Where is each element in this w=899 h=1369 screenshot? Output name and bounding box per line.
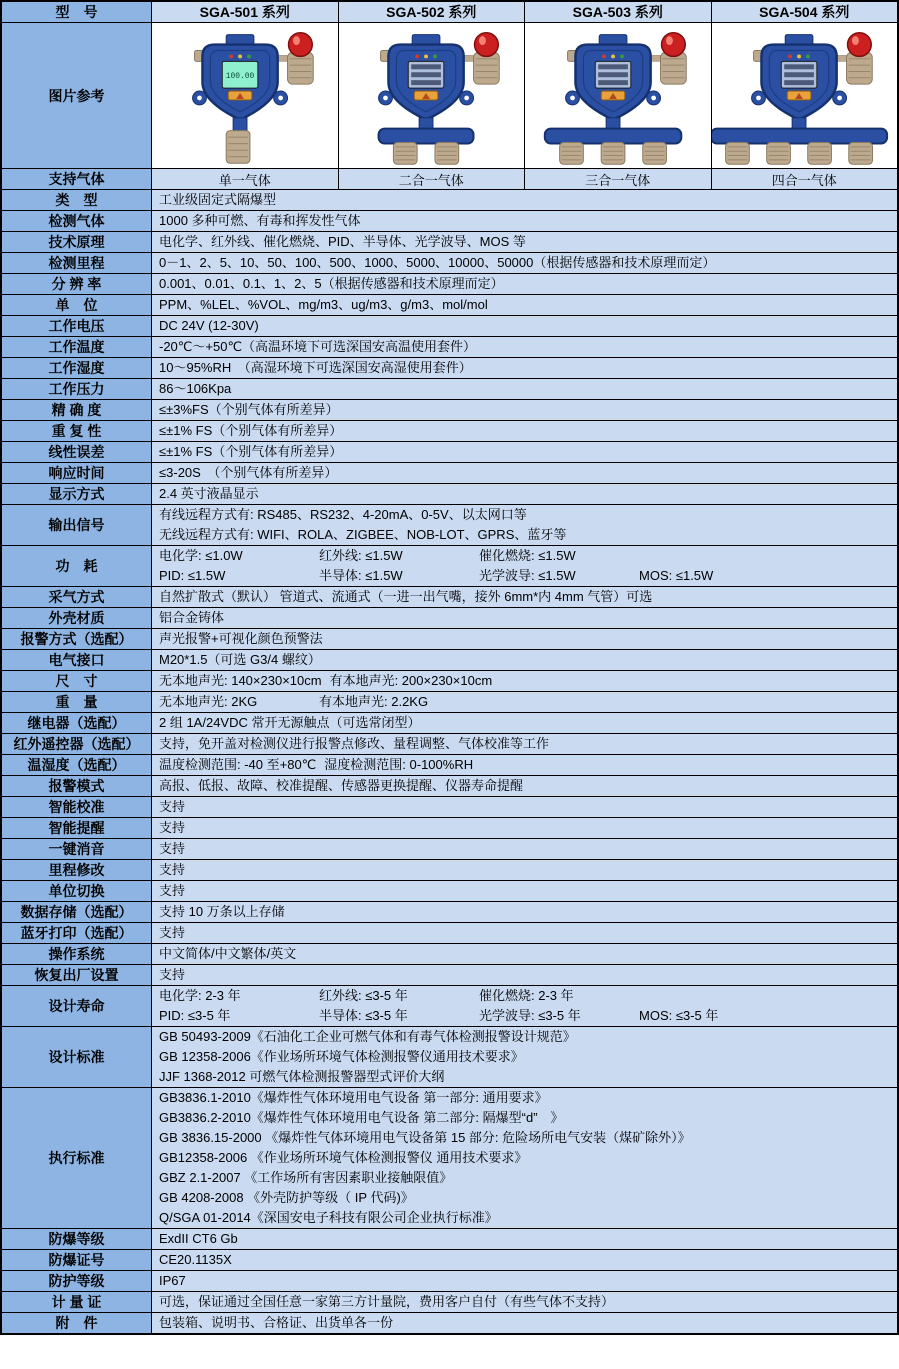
- value-segment: 有线远程方式有: RS485、RS232、4-20mA、0-5V、以太网口等: [159, 507, 527, 522]
- row-value: [152, 965, 897, 985]
- row-label: 采气方式: [2, 587, 152, 607]
- value-line: [159, 965, 897, 985]
- row-value: [152, 253, 897, 273]
- value-segment: GB 12358-2006《作业场所环境气体检测报警仪通用技术要求》: [159, 1049, 524, 1064]
- spec-row: [2, 881, 897, 902]
- spec-row: [2, 337, 897, 358]
- value-line: [159, 1271, 897, 1291]
- value-segment: ≤±3%FS（个别气体有所差异）: [159, 402, 339, 417]
- row-value: [152, 902, 897, 922]
- row-value: [152, 421, 897, 441]
- row-label: 显示方式: [2, 484, 152, 504]
- value-segment: 半导体: ≤3-5 年: [319, 1008, 408, 1023]
- value-segment: 包装箱、说明书、合格证、出货单各一份: [159, 1315, 394, 1330]
- value-segment: 支持: [159, 967, 186, 982]
- value-line: [159, 944, 897, 964]
- spec-row: [2, 671, 897, 692]
- spec-row: [2, 1271, 897, 1292]
- spec-row: [2, 1292, 897, 1313]
- value-line: [159, 1148, 897, 1168]
- row-label: 防护等级: [2, 1271, 152, 1291]
- value-segment: 中文简体/中文繁体/英文: [159, 946, 297, 961]
- row-value: [152, 587, 897, 607]
- row-label: 报警方式（选配）: [2, 629, 152, 649]
- spec-row: [2, 253, 897, 274]
- row-label: 附 件: [2, 1313, 152, 1333]
- row-label: 重 量: [2, 692, 152, 712]
- row-value: [152, 860, 897, 880]
- row-label: 继电器（选配）: [2, 713, 152, 733]
- value-line: [159, 818, 897, 838]
- value-segment: 催化燃烧: 2-3 年: [479, 988, 574, 1003]
- value-segment: 电化学、红外线、催化燃烧、PID、半导体、光学波导、MOS 等: [159, 234, 526, 249]
- value-segment: 有本地声光: 2.2KG: [319, 694, 429, 709]
- value-line: [159, 1027, 897, 1047]
- value-segment: 光学波导: ≤1.5W: [479, 568, 576, 583]
- row-label: 设计标准: [2, 1027, 152, 1087]
- row-value: [152, 776, 897, 796]
- value-line: [159, 566, 897, 586]
- value-line: [159, 734, 897, 754]
- spec-row: [2, 734, 897, 755]
- row-label: 红外遥控器（选配）: [2, 734, 152, 754]
- spec-row: [2, 587, 897, 608]
- row-value: [152, 1313, 897, 1333]
- value-line: [159, 755, 897, 775]
- value-segment: 半导体: ≤1.5W: [319, 568, 403, 583]
- gas-type: 四合一气体: [712, 169, 898, 189]
- spec-row: [2, 232, 897, 253]
- spec-row: [2, 965, 897, 986]
- value-line: [159, 1067, 897, 1087]
- spec-row: [2, 400, 897, 421]
- value-line: [159, 1292, 897, 1312]
- spec-row: [2, 505, 897, 546]
- row-label: 电气接口: [2, 650, 152, 670]
- row-label: 工作电压: [2, 316, 152, 336]
- row-value: [152, 671, 897, 691]
- row-value: [152, 379, 897, 399]
- value-segment: IP67: [159, 1273, 186, 1288]
- row-label: 智能提醒: [2, 818, 152, 838]
- value-segment: 2.4 英寸液晶显示: [159, 486, 259, 501]
- value-segment: 光学波导: ≤3-5 年: [479, 1008, 581, 1023]
- row-value: [152, 546, 897, 586]
- value-segment: 无本地声光: 2KG: [159, 694, 258, 709]
- row-value: [152, 295, 897, 315]
- value-segment: 支持: [159, 799, 186, 814]
- row-value: [152, 839, 897, 859]
- value-line: [159, 1188, 897, 1208]
- value-segment: DC 24V (12-30V): [159, 318, 259, 333]
- value-line: [159, 650, 897, 670]
- spec-row: [2, 923, 897, 944]
- value-line: [159, 608, 897, 628]
- sga-504-detector-image: [712, 23, 898, 168]
- spec-row: [2, 902, 897, 923]
- sga-502-detector-image: [339, 23, 526, 168]
- row-label: 功 耗: [2, 546, 152, 586]
- value-segment: 支持: [159, 862, 186, 877]
- row-label: 防爆证号: [2, 1250, 152, 1270]
- row-label: 恢复出厂设置: [2, 965, 152, 985]
- value-line: [159, 337, 897, 357]
- image-row: [2, 23, 897, 169]
- value-segment: 自然扩散式（默认） 管道式、流通式（一进一出气嘴，接外 6mm*内 4mm 气管）可选: [159, 589, 653, 604]
- row-value: [152, 944, 897, 964]
- row-value: [152, 692, 897, 712]
- value-segment: 无线远程方式有: WIFI、ROLA、ZIGBEE、NOB-LOT、GPRS、蓝牙等: [159, 527, 567, 542]
- spec-row: [2, 776, 897, 797]
- row-value: [152, 1027, 897, 1087]
- gas-type: 二合一气体: [339, 169, 526, 189]
- spec-row: [2, 1088, 897, 1229]
- value-segment: M20*1.5（可选 G3/4 螺纹）: [159, 652, 321, 667]
- row-label: 重 复 性: [2, 421, 152, 441]
- value-segment: JJF 1368-2012 可燃气体检测报警器型式评价大纲: [159, 1069, 445, 1084]
- row-value: [152, 211, 897, 231]
- row-label: 线性误差: [2, 442, 152, 462]
- model-name: SGA-502 系列: [339, 2, 526, 22]
- gas-row: [2, 169, 897, 190]
- spec-row: [2, 713, 897, 734]
- spec-row: [2, 692, 897, 713]
- value-line: [159, 587, 897, 607]
- row-label: 检测气体: [2, 211, 152, 231]
- value-segment: 支持，免开盖对检测仪进行报警点修改、量程调整、气体校准等工作: [159, 736, 550, 751]
- row-label: 里程修改: [2, 860, 152, 880]
- value-segment: GB3836.2-2010《爆炸性气体环境用电气设备 第二部分: 隔爆型“d” 》: [159, 1110, 564, 1125]
- value-line: [159, 902, 897, 922]
- row-value: [152, 818, 897, 838]
- spec-row: [2, 608, 897, 629]
- spec-row: [2, 379, 897, 400]
- value-line: [159, 797, 897, 817]
- value-line: [159, 295, 897, 315]
- row-label: 类 型: [2, 190, 152, 210]
- spec-row: [2, 316, 897, 337]
- row-value: [152, 400, 897, 420]
- row-label: 防爆等级: [2, 1229, 152, 1249]
- value-line: [159, 546, 897, 566]
- spec-row: [2, 986, 897, 1027]
- value-line: [159, 400, 897, 420]
- row-value: [152, 713, 897, 733]
- spec-row: [2, 1229, 897, 1250]
- spec-row: [2, 944, 897, 965]
- model-name: SGA-504 系列: [712, 2, 898, 22]
- row-value: [152, 1292, 897, 1312]
- value-segment: 温度检测范围: -40 至+80℃: [159, 757, 317, 772]
- row-value: [152, 232, 897, 252]
- value-segment: 电化学: ≤1.0W: [159, 548, 243, 563]
- row-value: [152, 608, 897, 628]
- row-label: 计 量 证: [2, 1292, 152, 1312]
- value-segment: Q/SGA 01-2014《深国安电子科技有限公司企业执行标准》: [159, 1210, 498, 1225]
- row-value: [152, 358, 897, 378]
- value-segment: 工业级固定式隔爆型: [159, 192, 277, 207]
- value-segment: 无本地声光: 140×230×10cm: [159, 673, 322, 688]
- row-label: 技术原理: [2, 232, 152, 252]
- value-line: [159, 316, 897, 336]
- value-line: [159, 379, 897, 399]
- model-row: [2, 2, 897, 23]
- row-label: 外壳材质: [2, 608, 152, 628]
- value-segment: 电化学: 2-3 年: [159, 988, 241, 1003]
- row-label: 执行标准: [2, 1088, 152, 1228]
- value-segment: GB 4208-2008 《外壳防护等级（ IP 代码)》: [159, 1190, 414, 1205]
- gas-columns: [152, 169, 897, 189]
- value-line: [159, 442, 897, 462]
- row-label: 单 位: [2, 295, 152, 315]
- row-value: [152, 337, 897, 357]
- value-segment: 支持: [159, 841, 186, 856]
- value-line: [159, 190, 897, 210]
- row-label: 蓝牙打印（选配）: [2, 923, 152, 943]
- gas-type: 单一气体: [152, 169, 339, 189]
- value-segment: 有本地声光: 200×230×10cm: [329, 673, 493, 688]
- row-value: [152, 1271, 897, 1291]
- spec-row: [2, 484, 897, 505]
- value-segment: 高报、低报、故障、校准提醒、传感器更换提醒、仪器寿命提醒: [159, 778, 524, 793]
- value-segment: 2 组 1A/24VDC 常开无源触点（可选常闭型）: [159, 715, 421, 730]
- row-label: 精 确 度: [2, 400, 152, 420]
- row-value: [152, 316, 897, 336]
- row-value: [152, 629, 897, 649]
- spec-row: [2, 274, 897, 295]
- row-label: 响应时间: [2, 463, 152, 483]
- value-segment: ≤±1% FS（个别气体有所差异）: [159, 444, 343, 459]
- spec-row: [2, 442, 897, 463]
- row-label: 智能校准: [2, 797, 152, 817]
- value-line: [159, 274, 897, 294]
- svg-text:100.00: 100.00: [225, 72, 255, 82]
- value-segment: GB 3836.15-2000 《爆炸性气体环境用电气设备第 15 部分: 危险场所电气安装（煤矿除外）》: [159, 1130, 691, 1145]
- value-line: [159, 1250, 897, 1270]
- value-line: [159, 484, 897, 504]
- sga-501-detector-image: [152, 23, 339, 168]
- value-line: [159, 253, 897, 273]
- value-segment: 0－1、2、5、10、50、100、500、1000、5000、10000、50000（根据传感器和技术原理而定）: [159, 255, 716, 270]
- row-label: 图片参考: [2, 23, 152, 168]
- value-line: [159, 232, 897, 252]
- value-line: [159, 1108, 897, 1128]
- value-line: [159, 421, 897, 441]
- row-label: 单位切换: [2, 881, 152, 901]
- row-value: [152, 923, 897, 943]
- row-value: [152, 505, 897, 545]
- value-line: [159, 671, 897, 691]
- value-segment: GB 50493-2009《石油化工企业可燃气体和有毒气体检测报警设计规范》: [159, 1029, 576, 1044]
- spec-row: [2, 546, 897, 587]
- sga-503-detector-image: [525, 23, 712, 168]
- value-segment: PPM、%LEL、%VOL、mg/m3、ug/m3、g/m3、mol/mol: [159, 297, 488, 312]
- row-label: 工作压力: [2, 379, 152, 399]
- spec-row: [2, 211, 897, 232]
- value-line: [159, 923, 897, 943]
- row-value: [152, 797, 897, 817]
- value-segment: GBZ 2.1-2007 《工作场所有害因素职业接触限值》: [159, 1170, 453, 1185]
- value-segment: 湿度检测范围: 0-100%RH: [324, 757, 474, 772]
- value-segment: 86～106Kpa: [159, 381, 232, 396]
- row-label: 数据存储（选配）: [2, 902, 152, 922]
- row-label: 工作湿度: [2, 358, 152, 378]
- spec-row: [2, 190, 897, 211]
- value-line: [159, 881, 897, 901]
- row-label: 尺 寸: [2, 671, 152, 691]
- spec-row: [2, 1313, 897, 1333]
- value-segment: 支持 10 万条以上存储: [159, 904, 285, 919]
- value-segment: 0.001、0.01、0.1、1、2、5（根据传感器和技术原理而定）: [159, 276, 504, 291]
- value-line: [159, 986, 897, 1006]
- row-value: [152, 1229, 897, 1249]
- model-name: SGA-501 系列: [152, 2, 339, 22]
- value-segment: CE20.1135X: [159, 1252, 232, 1267]
- value-line: [159, 211, 897, 231]
- value-segment: MOS: ≤1.5W: [639, 568, 714, 583]
- value-segment: 红外线: ≤3-5 年: [319, 988, 408, 1003]
- spec-row: [2, 818, 897, 839]
- row-value: [152, 1250, 897, 1270]
- value-segment: GB3836.1-2010《爆炸性气体环境用电气设备 第一部分: 通用要求》: [159, 1090, 548, 1105]
- row-label: 型 号: [2, 2, 152, 22]
- spec-row: [2, 797, 897, 818]
- spec-row: [2, 421, 897, 442]
- value-segment: PID: ≤3-5 年: [159, 1008, 231, 1023]
- value-line: [159, 776, 897, 796]
- value-line: [159, 505, 897, 525]
- spec-row: [2, 1027, 897, 1088]
- value-line: [159, 1047, 897, 1067]
- value-line: [159, 1313, 897, 1333]
- row-label: 温湿度（选配）: [2, 755, 152, 775]
- value-line: [159, 692, 897, 712]
- row-value: [152, 881, 897, 901]
- row-value: [152, 190, 897, 210]
- row-label: 一键消音: [2, 839, 152, 859]
- value-line: [159, 1088, 897, 1108]
- value-line: [159, 860, 897, 880]
- row-label: 分 辨 率: [2, 274, 152, 294]
- value-line: [159, 1006, 897, 1026]
- row-value: [152, 986, 897, 1026]
- model-columns: [152, 2, 897, 22]
- row-label: 支持气体: [2, 169, 152, 189]
- value-segment: GB12358-2006 《作业场所环境气体检测报警仪 通用技术要求》: [159, 1150, 528, 1165]
- value-line: [159, 713, 897, 733]
- spec-row: [2, 463, 897, 484]
- value-line: [159, 358, 897, 378]
- row-value: [152, 734, 897, 754]
- gas-type: 三合一气体: [525, 169, 712, 189]
- value-segment: 催化燃烧: ≤1.5W: [479, 548, 576, 563]
- value-segment: 支持: [159, 820, 186, 835]
- spec-row: [2, 860, 897, 881]
- value-line: [159, 463, 897, 483]
- row-value: [152, 484, 897, 504]
- value-line: [159, 1229, 897, 1249]
- row-label: 工作温度: [2, 337, 152, 357]
- value-segment: 支持: [159, 883, 186, 898]
- spec-row: [2, 839, 897, 860]
- spec-row: [2, 358, 897, 379]
- row-value: [152, 650, 897, 670]
- value-segment: PID: ≤1.5W: [159, 568, 226, 583]
- value-line: [159, 839, 897, 859]
- image-columns: [152, 23, 897, 168]
- row-label: 检测里程: [2, 253, 152, 273]
- value-segment: 铝合金铸体: [159, 610, 225, 625]
- spec-row: [2, 629, 897, 650]
- value-line: [159, 629, 897, 649]
- value-segment: 红外线: ≤1.5W: [319, 548, 403, 563]
- row-label: 输出信号: [2, 505, 152, 545]
- row-value: [152, 442, 897, 462]
- spec-row: [2, 755, 897, 776]
- spec-row: [2, 1250, 897, 1271]
- row-value: [152, 463, 897, 483]
- value-segment: 1000 多种可燃、有毒和挥发性气体: [159, 213, 361, 228]
- value-segment: 声光报警+可视化颜色预警法: [159, 631, 323, 646]
- spec-row: [2, 650, 897, 671]
- value-line: [159, 1168, 897, 1188]
- value-line: [159, 1128, 897, 1148]
- value-segment: ≤±1% FS（个别气体有所差异）: [159, 423, 343, 438]
- value-line: [159, 1208, 897, 1228]
- row-value: [152, 274, 897, 294]
- value-segment: 支持: [159, 925, 186, 940]
- value-segment: ExdII CT6 Gb: [159, 1231, 238, 1246]
- row-label: 设计寿命: [2, 986, 152, 1026]
- row-label: 操作系统: [2, 944, 152, 964]
- value-segment: 可选，保证通过全国任意一家第三方计量院，费用客户自付（有些气体不支持）: [159, 1294, 615, 1309]
- value-segment: ≤3-20S （个别气体有所差异）: [159, 465, 338, 480]
- spec-row: [2, 295, 897, 316]
- value-segment: 10～95%RH （高湿环境下可选深国安高湿使用套件）: [159, 360, 472, 375]
- model-name: SGA-503 系列: [525, 2, 712, 22]
- row-value: [152, 1088, 897, 1228]
- value-segment: -20℃～+50℃（高温环境下可选深国安高温使用套件）: [159, 339, 477, 354]
- row-value: [152, 755, 897, 775]
- value-segment: MOS: ≤3-5 年: [639, 1008, 719, 1023]
- row-label: 报警模式: [2, 776, 152, 796]
- value-line: [159, 525, 897, 545]
